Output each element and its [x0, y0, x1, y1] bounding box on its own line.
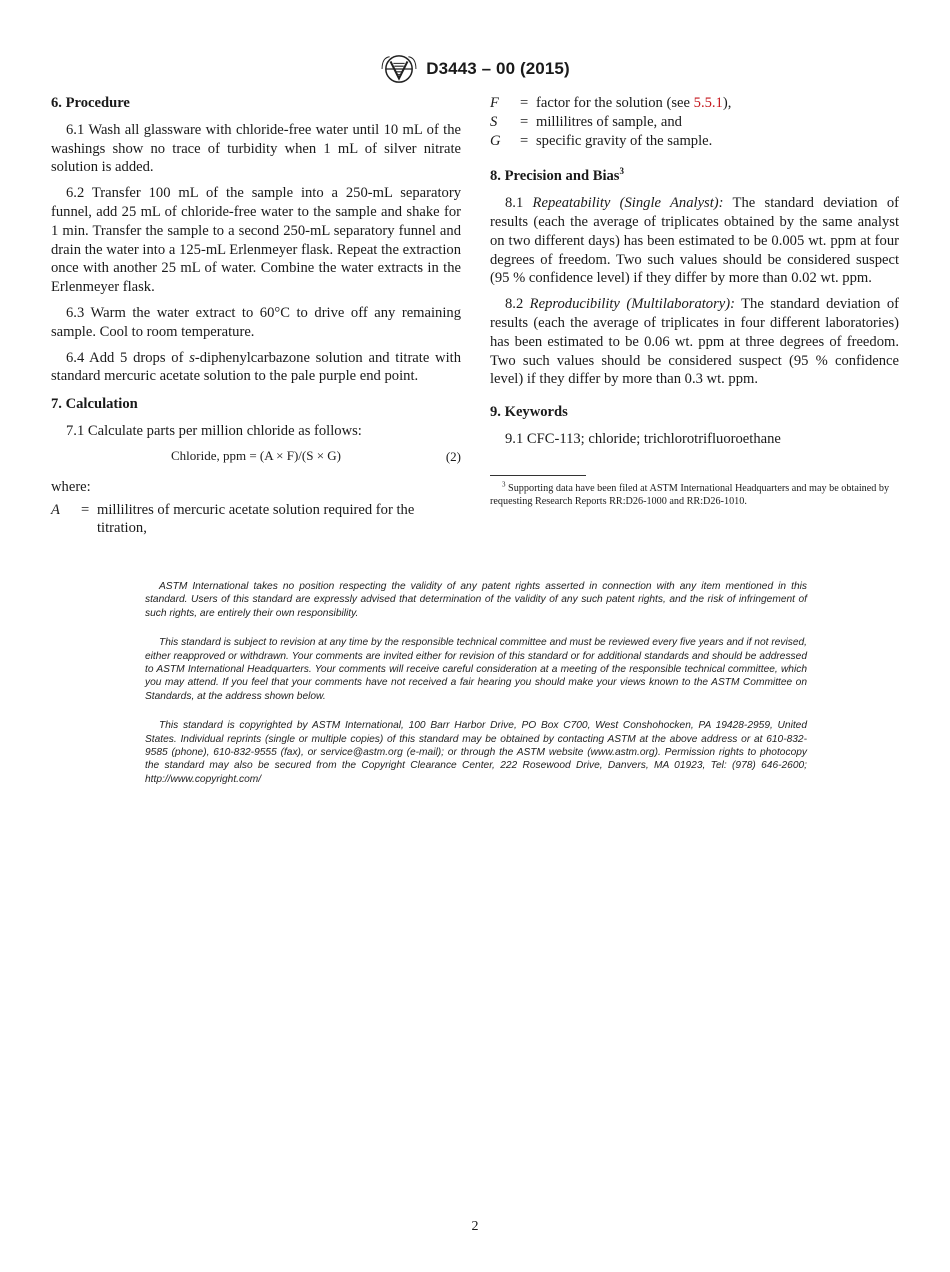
- equation-text: Chloride, ppm = (A × F)/(S × G): [170, 448, 342, 464]
- variable-definition: specific gravity of the sample.: [536, 132, 713, 149]
- standard-designation: D3443 – 00 (2015): [426, 59, 570, 78]
- paragraph-6-4: [51, 349, 461, 387]
- astm-logo-icon: [380, 53, 418, 85]
- paragraph-9-1: 9.1 CFC-113; chloride; trichlorotrifluoroethane: [505, 430, 781, 447]
- equals-sign: =: [520, 132, 529, 149]
- p64-suffix: -diphenylcarbazone solution and titrate with standard mercuric acetate solution to the pale purple end point.: [51, 349, 461, 385]
- right-column: [490, 94, 899, 509]
- revision-notice: This standard is subject to revision at any time by the responsible technical committee and must be reviewed every five years and if not revised, either reapproved or withdrawn. Your comments are invited either for revision of this standard or for additional standards and should be addressed to ASTM International Headquarters. Your comments will receive careful consideration at a meeting of the responsible technical committee, which you may attend. If you feel that your comments have not received a fair hearing you should make your views known to the ASTM Committee on Standards, at the address shown below.: [145, 637, 807, 702]
- paragraph-8-1: [490, 194, 899, 288]
- left-column: [51, 94, 461, 538]
- variable-symbol: S: [490, 113, 498, 130]
- variable-definition: millilitres of mercuric acetate solution required for the titration,: [97, 501, 415, 537]
- footnote-rule: [490, 475, 586, 476]
- footnote-3: [490, 482, 899, 509]
- p82-text: The standard deviation of results (each the average of triplicates in four different laboratories) has been estimated to be 0.06 wt. ppm at three degrees of freedom. Two such values should be considered suspect (95 % confidence level) if they differ by more than 0.3 wt. ppm.: [490, 296, 899, 388]
- paragraph-7-1: 7.1 Calculate parts per million chloride as follows:: [66, 422, 362, 439]
- calculation-heading: 7. Calculation: [51, 396, 138, 413]
- paragraph-6-2: 6.2 Transfer 100 mL of the sample into a 250-mL separatory funnel, add 25 mL of chloride-free water to the sample and shake for 1 min. Transfer the sample to a second 250-mL separatory funnel and drain the water into a 125-mL Erlenmeyer flask. Repeat the extraction once with another 25 mL of water. Combine the water extracts in the Erlenmeyer flask.: [51, 185, 461, 296]
- variable-symbol: F: [490, 95, 499, 111]
- patent-notice: ASTM International takes no position respecting the validity of any patent rights asserted in connection with any item mentioned in this standard. Users of this standard are expressly advised that determination of the validity of any such patent rights, and the risk of infringement of such rights, are entirely their own responsibility.: [145, 581, 807, 619]
- p81-text: The standard deviation of results (each the average of triplicates obtained by the same analyst on two different days) has been estimated to be 0.005 wt. ppm at four degrees of freedom. Two such values should be considered suspect (95 % confidence level) if they differ by more than 0.02 wt. ppm.: [490, 195, 900, 287]
- paragraph-6-1: 6.1 Wash all glassware with chloride-free water until 10 mL of the washings show no trace of turbidity when 1 mL of silver nitrate solution is added.: [51, 121, 461, 176]
- copyright-notice: This standard is copyrighted by ASTM International, 100 Barr Harbor Drive, PO Box C700, West Conshohocken, PA 19428-2959, United States. Individual reprints (single or multiple copies) of this standard may be obtained by contacting ASTM at the above address or at 610-832-9585 (phone), 610-832-9555 (fax), or service@astm.org (e-mail); or through the ASTM website (www.astm.org). Permission rights to photocopy the standard may also be secured from the Copyright Clearance Center, 222 Rosewood Drive, Danvers, MA 01923, Tel: (978) 646-2600; http://www.copyright.com/: [145, 720, 807, 785]
- variable-symbol: G: [490, 132, 501, 149]
- p82-label: 8.2: [505, 296, 530, 313]
- p64-italic: s: [189, 349, 195, 366]
- equals-sign: =: [520, 113, 529, 130]
- page-number: 2: [471, 1219, 479, 1234]
- paragraph-8-2: [490, 295, 899, 389]
- page-header: [0, 52, 950, 86]
- astm-notices: [145, 580, 807, 802]
- p81-label: 8.1: [505, 195, 533, 212]
- variable-symbol: A: [51, 501, 60, 518]
- equals-sign: =: [520, 95, 529, 111]
- variable-s: [490, 113, 899, 132]
- variable-f: [490, 94, 899, 113]
- p64-prefix: 6.4 Add 5 drops of: [66, 349, 190, 366]
- variable-definition: millilitres of sample, and: [536, 113, 682, 130]
- section-link-5-5-1[interactable]: 5.5.1: [693, 95, 723, 111]
- precision-heading-text: 8. Precision and Bias: [490, 168, 620, 185]
- variable-definition: [536, 94, 899, 113]
- precision-heading: [490, 167, 899, 186]
- footnote-text: Supporting data have been filed at ASTM International Headquarters and may be obtained by requesting Research Reports RR:D26-1000 and RR:D26-1010.: [490, 482, 890, 508]
- equation-2: [51, 448, 461, 466]
- p82-italic: Reproducibility (Multilaboratory):: [529, 296, 735, 313]
- keywords-heading: 9. Keywords: [490, 404, 568, 421]
- footnote-ref-3[interactable]: 3: [619, 166, 624, 177]
- definition-prefix: factor for the solution (see: [536, 95, 694, 111]
- variable-g: [490, 132, 899, 151]
- paragraph-6-3: 6.3 Warm the water extract to 60°C to drive off any remaining sample. Cool to room temperature.: [51, 304, 461, 340]
- definition-suffix: ),: [722, 95, 732, 111]
- procedure-heading: 6. Procedure: [51, 95, 130, 111]
- footnote-marker: 3: [502, 480, 506, 489]
- where-label: where:: [51, 478, 91, 495]
- variable-a: [51, 501, 461, 539]
- equation-number: (2): [445, 448, 461, 464]
- equals-sign: =: [81, 501, 90, 518]
- p81-italic: Repeatability (Single Analyst):: [532, 195, 724, 212]
